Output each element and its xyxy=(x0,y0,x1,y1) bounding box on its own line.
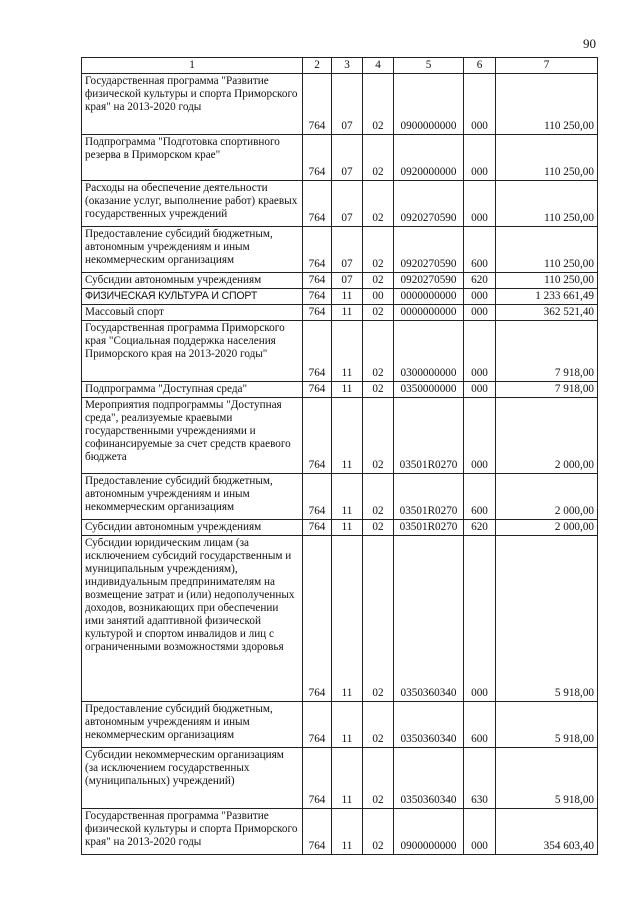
row-code-cell: 764 xyxy=(303,702,332,748)
row-name-cell: Предоставление субсидий бюджетным, автономным учреждениям и иным некоммерческим организациям xyxy=(82,474,303,520)
row-amount-cell: 362 521,40 xyxy=(496,305,598,321)
table-header-row xyxy=(82,58,598,74)
row-subsection-cell: 02 xyxy=(363,536,394,702)
row-type-cell: 000 xyxy=(464,382,496,398)
row-section-cell: 11 xyxy=(332,748,363,809)
row-section-cell: 07 xyxy=(332,74,363,135)
row-name-cell: Предоставление субсидий бюджетным, автономным учреждениям и иным некоммерческим организациям xyxy=(82,227,303,273)
row-section-cell: 11 xyxy=(332,321,363,382)
row-target-cell: 0920270590 xyxy=(394,273,464,289)
row-section-cell: 07 xyxy=(332,135,363,181)
row-section-cell: 11 xyxy=(332,520,363,536)
row-type-cell: 620 xyxy=(464,273,496,289)
row-target-cell: 03501R0270 xyxy=(394,398,464,474)
header-cell: 5 xyxy=(394,58,464,74)
row-section-cell: 11 xyxy=(332,474,363,520)
row-type-cell: 000 xyxy=(464,809,496,855)
row-type-cell: 600 xyxy=(464,474,496,520)
row-amount-cell: 5 918,00 xyxy=(496,536,598,702)
row-subsection-cell: 02 xyxy=(363,520,394,536)
row-amount-cell: 7 918,00 xyxy=(496,382,598,398)
row-target-cell: 0350000000 xyxy=(394,382,464,398)
row-section-cell: 11 xyxy=(332,305,363,321)
row-subsection-cell: 02 xyxy=(363,474,394,520)
row-section-cell: 11 xyxy=(332,382,363,398)
row-name-cell: Подпрограмма "Доступная среда" xyxy=(82,382,303,398)
row-name-cell: Субсидии юридическим лицам (за исключением субсидий государственным и муниципальным учреждениям), индивидуальным предпринимателям на возмещение затрат и (или) недополученных доходов, возникающих при обеспечении ими занятий адаптивной физической культурой и спортом инвалидов и лиц с ограниченными возможностями здоровья xyxy=(82,536,303,702)
row-name-cell: Субсидии автономным учреждениям xyxy=(82,520,303,536)
row-amount-cell: 110 250,00 xyxy=(496,227,598,273)
row-type-cell: 000 xyxy=(464,181,496,227)
table-row xyxy=(82,702,598,748)
table-row xyxy=(82,181,598,227)
budget-table xyxy=(81,57,598,855)
row-name-cell: Массовый спорт xyxy=(82,305,303,321)
row-code-cell: 764 xyxy=(303,321,332,382)
row-type-cell: 000 xyxy=(464,536,496,702)
row-section-cell: 11 xyxy=(332,809,363,855)
row-target-cell: 0900000000 xyxy=(394,74,464,135)
row-name-cell: ФИЗИЧЕСКАЯ КУЛЬТУРА И СПОРТ xyxy=(82,289,303,305)
table-row xyxy=(82,748,598,809)
row-code-cell: 764 xyxy=(303,181,332,227)
row-code-cell: 764 xyxy=(303,398,332,474)
row-target-cell: 0920000000 xyxy=(394,135,464,181)
row-code-cell: 764 xyxy=(303,382,332,398)
row-type-cell: 000 xyxy=(464,398,496,474)
row-subsection-cell: 02 xyxy=(363,305,394,321)
row-type-cell: 000 xyxy=(464,74,496,135)
row-subsection-cell: 02 xyxy=(363,181,394,227)
row-target-cell: 0300000000 xyxy=(394,321,464,382)
table-row xyxy=(82,321,598,382)
row-target-cell: 0000000000 xyxy=(394,289,464,305)
row-target-cell: 0920270590 xyxy=(394,181,464,227)
row-code-cell: 764 xyxy=(303,289,332,305)
row-name-cell: Государственная программа "Развитие физической культуры и спорта Приморского края" на 2013-2020 годы xyxy=(82,74,303,135)
row-amount-cell: 110 250,00 xyxy=(496,181,598,227)
row-subsection-cell: 02 xyxy=(363,74,394,135)
page-number: 90 xyxy=(583,36,596,51)
row-code-cell: 764 xyxy=(303,748,332,809)
row-section-cell: 11 xyxy=(332,702,363,748)
row-name-cell: Предоставление субсидий бюджетным, автономным учреждениям и иным некоммерческим организациям xyxy=(82,702,303,748)
row-amount-cell: 5 918,00 xyxy=(496,702,598,748)
row-code-cell: 764 xyxy=(303,520,332,536)
table-row xyxy=(82,227,598,273)
row-subsection-cell: 02 xyxy=(363,702,394,748)
row-target-cell: 03501R0270 xyxy=(394,474,464,520)
table-row xyxy=(82,398,598,474)
table-row xyxy=(82,536,598,702)
row-type-cell: 000 xyxy=(464,289,496,305)
row-subsection-cell: 00 xyxy=(363,289,394,305)
table-row xyxy=(82,382,598,398)
row-subsection-cell: 02 xyxy=(363,382,394,398)
row-subsection-cell: 02 xyxy=(363,135,394,181)
table-row xyxy=(82,474,598,520)
row-code-cell: 764 xyxy=(303,135,332,181)
row-section-cell: 07 xyxy=(332,273,363,289)
row-name-cell: Субсидии автономным учреждениям xyxy=(82,273,303,289)
header-cell: 3 xyxy=(332,58,363,74)
table-row xyxy=(82,520,598,536)
row-amount-cell: 7 918,00 xyxy=(496,321,598,382)
row-section-cell: 11 xyxy=(332,398,363,474)
row-amount-cell: 1 233 661,49 xyxy=(496,289,598,305)
table-row xyxy=(82,305,598,321)
row-type-cell: 000 xyxy=(464,135,496,181)
row-code-cell: 764 xyxy=(303,273,332,289)
row-target-cell: 0350360340 xyxy=(394,748,464,809)
row-type-cell: 000 xyxy=(464,321,496,382)
row-name-cell: Расходы на обеспечение деятельности (оказание услуг, выполнение работ) краевых государственных учреждений xyxy=(82,181,303,227)
table-row xyxy=(82,289,598,305)
row-amount-cell: 2 000,00 xyxy=(496,520,598,536)
row-code-cell: 764 xyxy=(303,474,332,520)
header-cell: 6 xyxy=(464,58,496,74)
row-name-cell: Мероприятия подпрограммы "Доступная среда", реализуемые краевыми государственными учреждениями и софинансируемые за счет средств краевого бюджета xyxy=(82,398,303,474)
table-row xyxy=(82,273,598,289)
row-type-cell: 000 xyxy=(464,305,496,321)
row-code-cell: 764 xyxy=(303,74,332,135)
row-code-cell: 764 xyxy=(303,305,332,321)
row-amount-cell: 110 250,00 xyxy=(496,273,598,289)
row-amount-cell: 2 000,00 xyxy=(496,474,598,520)
row-type-cell: 630 xyxy=(464,748,496,809)
table-row xyxy=(82,135,598,181)
row-name-cell: Государственная программа "Развитие физической культуры и спорта Приморского края" на 2013-2020 годы xyxy=(82,809,303,855)
row-name-cell: Подпрограмма "Подготовка спортивного резерва в Приморском крае" xyxy=(82,135,303,181)
row-section-cell: 11 xyxy=(332,536,363,702)
row-section-cell: 07 xyxy=(332,181,363,227)
row-amount-cell: 354 603,40 xyxy=(496,809,598,855)
row-target-cell: 03501R0270 xyxy=(394,520,464,536)
row-amount-cell: 110 250,00 xyxy=(496,135,598,181)
row-name-cell: Государственная программа Приморского края "Социальная поддержка населения Приморского края на 2013-2020 годы" xyxy=(82,321,303,382)
row-target-cell: 0350360340 xyxy=(394,536,464,702)
header-cell: 2 xyxy=(303,58,332,74)
row-subsection-cell: 02 xyxy=(363,809,394,855)
row-subsection-cell: 02 xyxy=(363,321,394,382)
table-row xyxy=(82,74,598,135)
row-type-cell: 600 xyxy=(464,702,496,748)
row-target-cell: 0350360340 xyxy=(394,702,464,748)
row-amount-cell: 5 918,00 xyxy=(496,748,598,809)
row-type-cell: 600 xyxy=(464,227,496,273)
row-code-cell: 764 xyxy=(303,809,332,855)
header-cell: 1 xyxy=(82,58,303,74)
row-subsection-cell: 02 xyxy=(363,748,394,809)
row-section-cell: 11 xyxy=(332,289,363,305)
row-code-cell: 764 xyxy=(303,227,332,273)
row-amount-cell: 2 000,00 xyxy=(496,398,598,474)
row-type-cell: 620 xyxy=(464,520,496,536)
table-row xyxy=(82,809,598,855)
row-code-cell: 764 xyxy=(303,536,332,702)
header-cell: 4 xyxy=(363,58,394,74)
row-section-cell: 07 xyxy=(332,227,363,273)
row-target-cell: 0920270590 xyxy=(394,227,464,273)
header-cell: 7 xyxy=(496,58,598,74)
row-target-cell: 0900000000 xyxy=(394,809,464,855)
row-subsection-cell: 02 xyxy=(363,273,394,289)
row-target-cell: 0000000000 xyxy=(394,305,464,321)
row-subsection-cell: 02 xyxy=(363,398,394,474)
row-name-cell: Субсидии некоммерческим организациям (за исключением государственных (муниципальных) учреждений) xyxy=(82,748,303,809)
row-amount-cell: 110 250,00 xyxy=(496,74,598,135)
row-subsection-cell: 02 xyxy=(363,227,394,273)
